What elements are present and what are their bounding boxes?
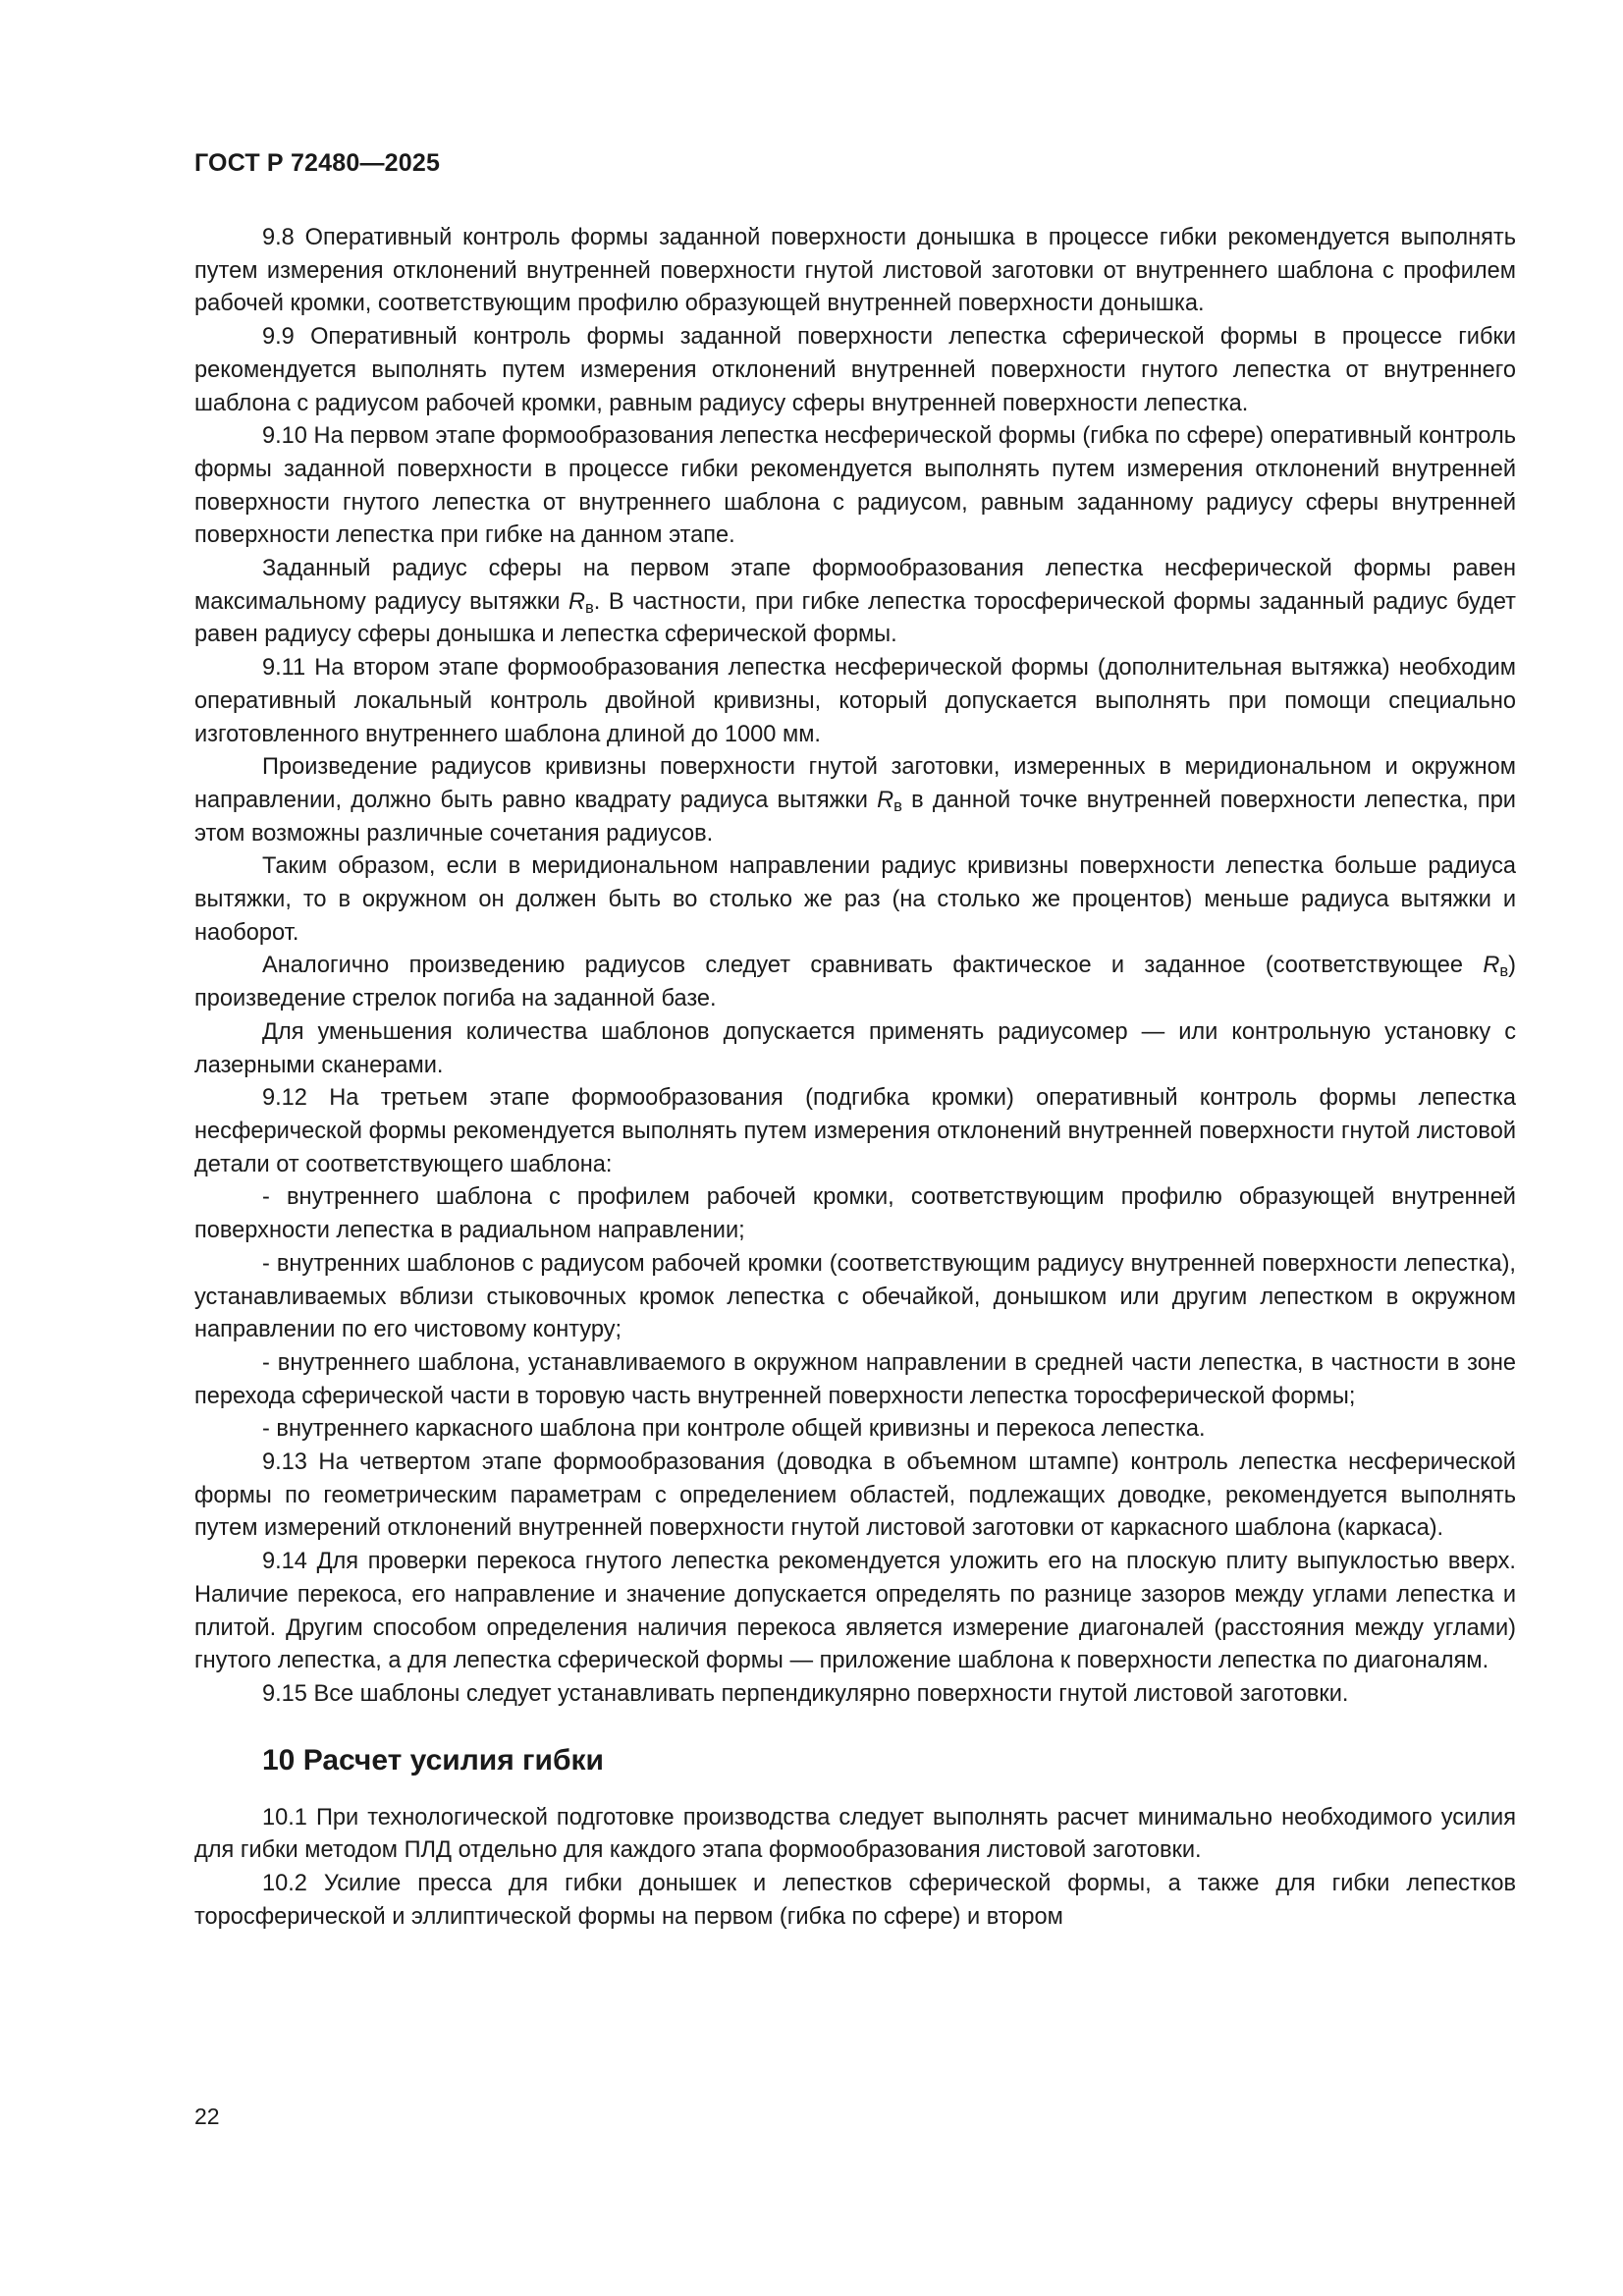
list-item: - внутренних шаблонов с радиусом рабочей кромки (соответствующим радиусу внутренней поверхности лепестка), устанавливаемых вблизи стыковочных кромок лепестка с обечайкой, донышком или другим лепестком в окружном направлении по его чистовому контуру; xyxy=(194,1250,1516,1343)
paragraph-9-11-product: Произведение радиусов кривизны поверхности гнутой заготовки, измеренных в меридиональном и окружном направлении, должно быть равно квадрату радиуса вытяжки $R_в$ в данной точке внутренней поверхности лепестка, при этом возможны различные сочетания радиусов. xyxy=(194,754,1516,847)
paragraph-9-11-thus: Таким образом, если в меридиональном направлении радиус кривизны поверхности лепестка больше радиуса вытяжки, то в окружном он должен быть во столько же раз (на столько же процентов) меньше радиуса вытяжки и наоборот. xyxy=(194,853,1516,946)
page-number: 22 xyxy=(194,2104,220,2129)
paragraph-9-10-radius: Заданный радиус сферы на первом этапе формообразования лепестка несферической формы равен максимальному радиусу вытяжки $R_в$. В частности, при гибке лепестка торосферической формы заданный радиус будет равен радиусу сферы донышка и лепестка сферической формы. xyxy=(194,556,1516,648)
list-item: - внутреннего шаблона, устанавливаемого в окружном направлении в средней части лепестка, в частности в зоне перехода сферической части в торовую часть внутренней поверхности лепестка торосферической формы; xyxy=(194,1349,1516,1409)
paragraph-9-9: 9.9 Оперативный контроль формы заданной поверхности лепестка сферической формы в процессе гибки рекомендуется выполнять путем измерения отклонений внутренней поверхности гнутого лепестка от внутреннего шаблона с радиусом рабочей кромки, равным радиусу сферы внутренней поверхности лепестка. xyxy=(194,324,1516,416)
paragraph-9-10: 9.10 На первом этапе формообразования лепестка несферической формы (гибка по сфере) оперативный контроль формы заданной поверхности в процессе гибки рекомендуется выполнять путем измерения отклонений внутренней поверхности гнутого лепестка от внутреннего шаблона с радиусом, равным заданному радиусу сферы внутренней поверхности лепестка при гибке на данном этапе. xyxy=(194,423,1516,549)
paragraph-9-12: 9.12 На третьем этапе формообразования (подгибка кромки) оперативный контроль формы лепестка несферической формы рекомендуется выполнять путем измерения отклонений внутренней поверхности гнутой листовой детали от соответствующего шаблона: xyxy=(194,1085,1516,1177)
document-header: ГОСТ Р 72480—2025 xyxy=(194,149,441,177)
paragraph-9-11-templates: Для уменьшения количества шаблонов допускается применять радиусомер — или контрольную установку с лазерными сканерами. xyxy=(194,1018,1516,1078)
document-body xyxy=(194,222,1516,1934)
paragraph-10-2: 10.2 Усилие пресса для гибки донышек и лепестков сферической формы, а также для гибки лепестков торосферической и эллиптической формы на первом (гибка по сфере) и втором xyxy=(194,1871,1516,1930)
paragraph-9-14: 9.14 Для проверки перекоса гнутого лепестка рекомендуется уложить его на плоскую плиту выпуклостью вверх. Наличие перекоса, его направление и значение допускается определять по разнице зазоров между углами лепестка и плитой. Другим способом определения наличия перекоса является измерение диагоналей (расстояния между углами) гнутого лепестка, а для лепестка сферической формы — приложение шаблона к поверхности лепестка по диагоналям. xyxy=(194,1549,1516,1674)
radius-subscript: в xyxy=(893,796,902,816)
paragraph-9-8: 9.8 Оперативный контроль формы заданной поверхности донышка в процессе гибки рекомендуется выполнять путем измерения отклонений внутренней поверхности гнутой листовой заготовки от внутреннего шаблона с профилем рабочей кромки, соответствующим профилю образующей внутренней поверхности донышка. xyxy=(194,225,1516,317)
paragraph-9-13: 9.13 На четвертом этапе формообразования (доводка в объемном штампе) контроль лепестка несферической формы по геометрическим параметрам с определением областей, подлежащих доводке, рекомендуется выполнять путем измерений отклонений внутренней поверхности гнутой листовой заготовки от каркасного шаблона (каркаса). xyxy=(194,1449,1516,1542)
paragraph-9-11: 9.11 На втором этапе формообразования лепестка несферической формы (дополнительная вытяжка) необходим оперативный локальный контроль двойной кривизны, который допускается выполнять при помощи специально изготовленного внутреннего шаблона длиной до 1000 мм. xyxy=(194,655,1516,747)
section-heading: 10 Расчет усилия гибки xyxy=(262,1743,604,1777)
radius-subscript: в xyxy=(584,597,594,617)
paragraph-10-1: 10.1 При технологической подготовке производства следует выполнять расчет минимально необходимого усилия для гибки методом ПЛД отдельно для каждого этапа формообразования листовой заготовки. xyxy=(194,1804,1516,1864)
radius-symbol: R xyxy=(1483,953,1500,979)
radius-symbol: R xyxy=(877,787,894,813)
list-item: - внутреннего каркасного шаблона при контроле общей кривизны и перекоса лепестка. xyxy=(262,1416,1206,1443)
paragraph-9-15: 9.15 Все шаблоны следует устанавливать перпендикулярно поверхности гнутой листовой заготовки. xyxy=(262,1680,1349,1707)
radius-subscript: в xyxy=(1499,961,1509,981)
radius-symbol: R xyxy=(568,588,585,615)
paragraph-9-11-analogous: Аналогично произведению радиусов следует сравнивать фактическое и заданное (соответствующее $R_в$) произведение стрелок погиба на заданной базе. xyxy=(194,953,1516,1012)
list-item: - внутреннего шаблона с профилем рабочей кромки, соответствующим профилю образующей внутренней поверхности лепестка в радиальном направлении; xyxy=(194,1184,1516,1244)
